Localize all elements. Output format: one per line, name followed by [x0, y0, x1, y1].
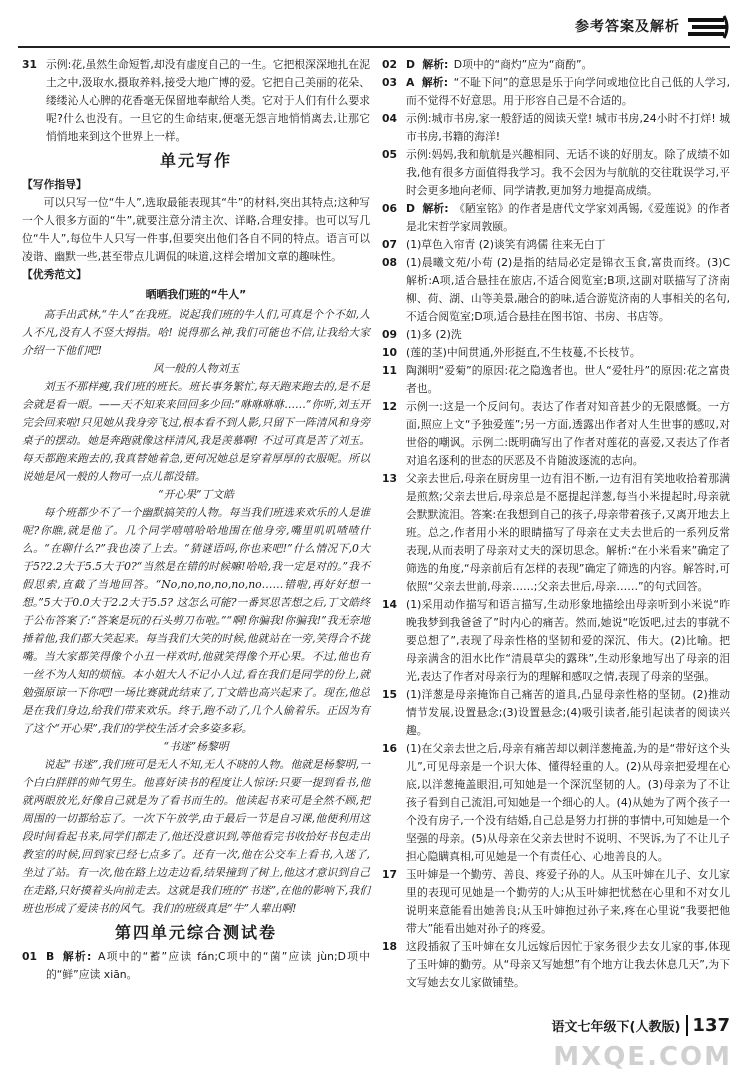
answer-11: [382, 362, 730, 398]
answer-17: [382, 866, 730, 938]
answer-text: A项中的“蓄”应读 fán;C项中的“菌”应读 jùn;D项中的“鲜”应读 xiān。: [46, 950, 370, 981]
answer-text: 陶渊明“爱菊”的原因:花之隐逸者也。世人“爱牡丹”的原因:花之富贵者也。: [406, 364, 730, 395]
question-number: 17: [382, 868, 398, 881]
analysis-label: 解析:: [422, 202, 449, 215]
answer-choice: D: [406, 58, 415, 71]
unit4-test-title: 第四单元综合测试卷: [114, 923, 277, 942]
question-number: 14: [382, 598, 398, 611]
answer-04: [382, 110, 730, 146]
answer-text: 示例:花,虽然生命短暂,却没有虚度自己的一生。它把根深深地扎在泥土之中,汲取水,摄取养料,接受大地广博的爱。它把自己美丽的花朵、缕缕沁人心脾的花香毫无保留地奉献给人类。它对于人们有什么要求呢?什么也没有。一旦它的生命结束,便毫无怨言地悄悄离去,让那它悄悄地来到这个世界上一样。: [46, 58, 370, 143]
answer-text: 父亲去世后,母亲在厨房里一边有泪不断,一边有泪有笑地收拾着那满是煎熬;父亲去世后,母亲总是不愿提起洋葱,每当小米提起时,母亲就会默默流泪。答案:在我想到自己的孩子,母亲带着孩子,又离开地去上班。总之,作者用小米的眼睛描写了母亲在丈夫去世后的一系列反常表现,从而表明了母亲对丈夫的深切思念。解析:“在小米看来”确定了筛选的角度,“母亲前后有怎样的表现”确定了筛选的内容。解答时,可依照“父亲去世前,母亲……;父亲去世后,母亲……”的句式回答。: [406, 472, 730, 593]
essay-paragraph: 说起“书迷”,我们班可是无人不知,无人不晓的人物。他就是杨黎明,一个白白胖胖的帅气男生。他喜好读书的程度让人惊讶:只要一提到看书,他就两眼放光,好像自己就是为了看书而生的。他读起书来可是全然不顾,把周围的一切都给忘了。一次下午放学,由于最后一节是自习课,他便利用这段时间看起书来,同学们都走了,他还没意识到,等他看完书收拾好书包走出教室的时候,回到家已经七点多了。还有一次,他在公交车上看书,入迷了,坐过了站。有一次,他在路上边走边看,结果撞到了树上,他这才意识到自己在走路,只好摸着头向前走去。这就是我们班的“书迷”,在他的影响下,我们班也形成了爱读书的风气。我们的班级真是“牛”人辈出啊!: [22, 758, 370, 915]
answer-text: 示例一:这是一个反问句。表达了作者对知音甚少的无限感慨。一方面,照应上文“予独爱莲”;另一方面,透露出作者对人生世事的感叹,对世俗的嘲讽。示例二:既明确写出了作者对莲花的喜爱,又表达了作者对追名逐利的世态的厌恶及不肯随波逐流的志向。: [406, 400, 730, 467]
question-number: 08: [382, 256, 398, 269]
answer-text: (1)洋葱是母亲掩饰自己痛苦的道具,凸显母亲性格的坚韧。(2)推动情节发展,设置悬念;(3)设置悬念;(4)吸引读者,能引起读者的阅读兴趣。: [406, 688, 730, 737]
question-number: 02: [382, 58, 398, 71]
essay-title: 晒晒我们班的“牛人”: [145, 288, 247, 301]
question-number: 13: [382, 472, 398, 485]
answer-05: [382, 146, 730, 200]
analysis-label: 解析:: [421, 76, 449, 89]
essay-subtitle: 风一般的人物刘玉: [152, 362, 240, 375]
question-number: 06: [382, 202, 398, 215]
answer-text: (1)晨曦文苑/小苟 (2)是指的结局必定是锦衣玉食,富贵而终。(3)C 解析:A项,适合悬挂在旅店,不适合阅览室;B项,这副对联描写了济南柳、荷、湖、山等美景,融合的韵味,适合游览济南的人事相关的名句,不适合阅览室;D项,适合悬挂在图书馆、书房、书店等。: [406, 256, 730, 323]
answer-text: 示例:城市书房,家一般舒适的阅读天堂! 城市书房,24小时不打烊! 城市书房,书籍的海洋!: [406, 112, 730, 143]
right-column: [382, 56, 730, 992]
answer-text: 《陋室铭》的作者是唐代文学家刘禹锡,《爱莲说》的作者是北宋哲学家周敦颐。: [406, 202, 730, 233]
question-number: 01: [22, 950, 38, 963]
answer-choice: B: [46, 950, 55, 963]
answer-07: [382, 236, 730, 254]
answer-text: 玉叶婶是一个勤劳、善良、疼爱子孙的人。从玉叶婶在儿子、女儿家里的表现可见她是一个勤劳的人;从玉叶婶把忧愁在心里和不对女儿说明来意能看出她善良;从玉叶婶抱过孙子来,疼在心里说“我要把他带大”能看出她对孙子的疼爱。: [406, 868, 730, 935]
analysis-label: 解析:: [422, 58, 449, 71]
writing-guide-tag: 【写作指导】: [22, 178, 87, 191]
answer-choice: D: [406, 202, 415, 215]
sample-essay-tag: 【优秀范文】: [22, 268, 87, 281]
question-number: 18: [382, 940, 398, 953]
essay-paragraph: 刘玉不那样瘦,我们班的班长。班长事务繁忙,每天跑来跑去的,是不是会就是看一眼。——天不知来来回回多少回:“咻咻咻咻……”你听,刘玉开完会回来啦!只见她从我身旁飞过,根本看不到人影,只留下一阵清风和身旁桌子的摆动。她是奔跑就像这样清风,我是羡慕啊! 不过可真是苦了刘玉。每天都跑来跑去的,我真替她着急,更何况她总是穿着厚厚的衣服呢。所以说她是风一般的人物可一点儿都没错。: [22, 380, 370, 483]
question-number: 03: [382, 76, 398, 89]
question-number: 09: [382, 328, 398, 341]
essay-paragraph: 高手出武林,“牛人”在我班。说起我们班的牛人们,可真是个个不如,人人不凡,没有人不竖大拇指。哈! 说得那么神,我们可能也不信,让我给大家介绍一下他们吧!: [22, 308, 370, 357]
site-watermark: MXQE.COM: [553, 1042, 732, 1072]
footer-subject: 语文七年级下(人教版): [551, 1020, 681, 1035]
page-header-title: 参考答案及解析: [575, 19, 680, 35]
unit-writing-title: 单元写作: [159, 151, 232, 170]
page-number: 137: [686, 1015, 730, 1036]
question-number: 12: [382, 400, 398, 413]
writing-guide-text: 可以只写一位“牛人”,选取最能表现其“牛”的材料,突出其特点;这种写一个人很多方面的“牛”,就要注意分清主次、详略,合理安排。也可以写几位“牛人”,每位牛人只写一件事,但要突出他们各自不同的特点。语言可以凌谐、幽默一些,甚至带点儿调侃的味道,这样会增加文章的趣味性。: [22, 196, 370, 263]
question-number: 16: [382, 742, 398, 755]
answer-12: [382, 398, 730, 470]
left-column: [22, 56, 370, 984]
question-number: 11: [382, 364, 398, 377]
answer-13: [382, 470, 730, 596]
answer-15: [382, 686, 730, 740]
answer-16: [382, 740, 730, 866]
question-number: 10: [382, 346, 398, 359]
book-logo-icon: [686, 12, 730, 42]
essay-subtitle: “开心果”丁文皓: [158, 488, 234, 501]
answer-06: [382, 200, 730, 236]
answer-text: D项中的“商灼”应为“商酌”。: [453, 58, 593, 71]
header-rule: [18, 46, 730, 48]
answer-03: [382, 74, 730, 110]
answer-choice: A: [406, 76, 415, 89]
question-number: 15: [382, 688, 398, 701]
essay-subtitle: “书迷”杨黎明: [163, 740, 229, 753]
question-number: 31: [22, 58, 38, 71]
answer-31: [22, 56, 370, 146]
answer-08: [382, 254, 730, 326]
answer-18: [382, 938, 730, 992]
analysis-label: 解析:: [62, 950, 92, 963]
page-footer: [552, 1015, 730, 1036]
answer-text: (1)在父亲去世之后,母亲有痛苦却以刺洋葱掩盖,为的是“带好这个头儿”,可见母亲是一个识大体、懂得轻重的人。(2)从母亲把爱埋在心底,以洋葱掩盖眼泪,可知她是一个深沉坚韧的人。(3)母亲为了不让孩子看到自己流泪,可知她是一个细心的人。(4)从她为了两个孩子一个没有房子,一个没有结婚,自己总是努力打拼的事情中,可知她是一个坚强的母亲。(5)从母亲在父亲去世时不说明、不哭诉,为了不让儿子担心隐瞒真相,可见她是一个有责任心、心地善良的人。: [406, 742, 730, 863]
answer-text: 这段插叙了玉叶婶在女儿远嫁后因忙于家务很少去女儿家的事,体现了玉叶婶的勤劳。从“母亲又写她想”有个地方让我去休息几天”,为下文写她去女儿家做铺垫。: [406, 940, 730, 989]
answer-09: [382, 326, 730, 344]
answer-14: [382, 596, 730, 686]
question-number: 04: [382, 112, 398, 125]
essay-paragraph: 每个班都少不了一个幽默搞笑的人物。每当我们班选来欢乐的人是谁呢?你瞧,就是他了。几个同学嘻嘻哈哈地围在他身旁,嘴里叽叽喳喳什么。“在聊什么?”我也凑了上去。“猜谜语吗,你也来吧!”什么情况下,0大于5?2.2大于5.5大于0?“当然是在错的时候嘛!哈哈,我一定是对的。”我不假思索,直截了当地回答。“No,no,no,no,no,no……错啦,再好好想一想。”5大于0.0大于2.2大于5.5? 这怎么可能?一番冥思苦想之后,丁文皓终于公布答案了:“答案是玩的石头剪刀布啦。”“啊!你骗我!你骗我!”我无奈地捶着他,我们都大笑起来。每当我们大笑的时候,他就站在一旁,笑得合不拢嘴。当大家都笑得像个小丑一样欢时,他就笑得像个开心果。不过,他也有一丝不为人知的烦恼。本小姐大人不记小人过,看在我们是同学的份上,就勉强原谅一下你吧!一场比赛就此结束了,丁文皓也高兴起来了。现在,他总是在我们身边,给我们带来欢乐。终于,跑不动了,几个人偷着乐。正因为有了这个“开心果”,我们的学校生活才会多姿多彩。: [22, 506, 370, 735]
question-number: 07: [382, 238, 398, 251]
answer-text: (莲的茎)中间贯通,外形挺直,不生枝蔓,不长枝节。: [406, 346, 641, 359]
question-number: 05: [382, 148, 398, 161]
answer-01: [22, 948, 370, 984]
answer-text: “不耻下问”的意思是乐于向学问或地位比自己低的人学习,而不觉得不好意思。用于形容自己是不合适的。: [406, 76, 731, 107]
answer-text: (1)草色入帘青 (2)谈笑有鸿儒 往来无白丁: [406, 238, 606, 251]
answer-text: (1)多 (2)洗: [406, 328, 462, 341]
answer-10: [382, 344, 730, 362]
answer-text: 示例:妈妈,我和航航是兴趣相同、无话不谈的好朋友。除了成绩不如我,他有很多方面值得我学习。我不会因为与航航的交往耽误学习,平时会更多地向老师、同学请教,更加努力地提高成绩。: [406, 148, 730, 197]
answer-02: [382, 56, 730, 74]
answer-text: (1)采用动作描写和语言描写,生动形象地描绘出母亲听到小米说“昨晚我梦到我爸爸了”时内心的痛苦。然而,她说“吃饭吧,过去的事就不要总想了”,表现了母亲性格的坚韧和爱的深沉、伟大。(2)比喻。把母亲满含的泪水比作“清晨草尖的露珠”,生动形象地写出了母亲的泪光,表达了作者对母亲行为的理解和感叹之情,表现了母亲的坚强。: [406, 598, 730, 683]
